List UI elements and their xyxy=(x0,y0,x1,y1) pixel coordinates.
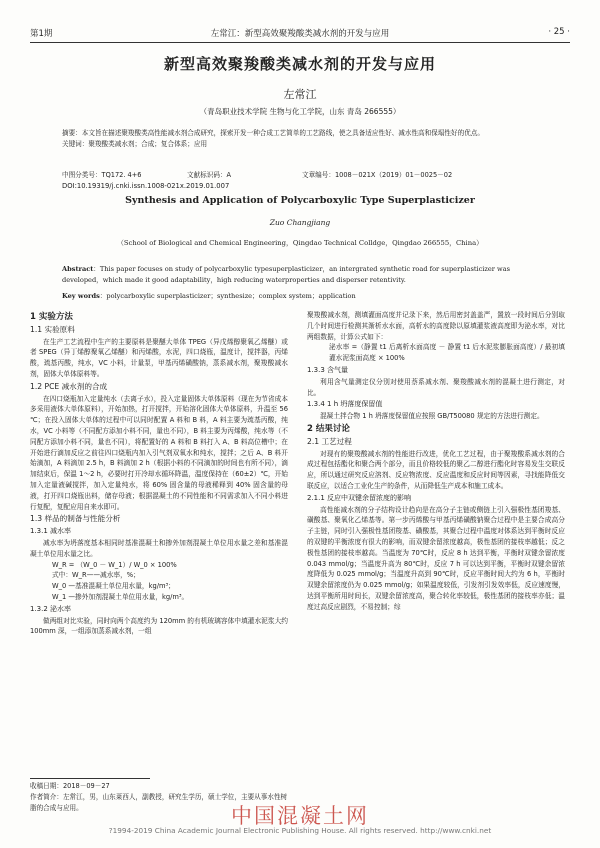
subsection-heading: 1.1 实验原料 xyxy=(30,324,75,334)
author-bio: 作者简介：左常江，男，山东莱西人，副教授，研究生学历，硕士学位，主要从事水性树脂的合成与应用。 xyxy=(30,793,288,812)
right-column xyxy=(307,310,565,613)
paper-affiliation: （青岛职业技术学院 生物与化工学院，山东 青岛 266555） xyxy=(199,107,401,116)
running-title: 左常江：新型高效聚羧酸类减水剂的开发与应用 xyxy=(210,29,390,39)
paper-title: 新型高效聚羧酸类减水剂的开发与应用 xyxy=(163,55,436,73)
english-abstract-text: ：This paper focuses on study of polycarboxylic typesuperplasticizer，an intergrated synthetic road for superplasticizer was developed，which made it good adaptability，high reducing waterproperties and disperser retentivity. xyxy=(62,265,511,284)
paragraph: 对现有的聚羧酸减水剂的性能进行改进，优化工艺过程，由于聚羧酸系减水剂的合成过程包括酯化和聚合两个部分，而且价格较低的聚乙二醇进行酯化时容易发生交联反应，所以通过研究反应溶剂、反应物浓度、反应温度和反应时间等因素，寻找能降低交联反应，以适合工业化生产的条件，从而降低生产成本和施工成本。 xyxy=(307,449,565,490)
equation-legend: W_1 —掺外加剂混凝土单位用水量，kg/m³。 xyxy=(52,592,189,601)
subsubsection-heading: 1.3.4 1 h 坍落度保留值 xyxy=(307,400,383,409)
subsubsection-heading: 1.3.3 含气量 xyxy=(307,365,349,374)
paragraph: 在生产工艺流程中生产的主要原料是聚醚大单体 TPEG（异戊烯醇聚氧乙烯醚）或者 SPEG（异丁烯醇聚氧乙烯醚）和丙烯酸，水泥，四口烧瓶，温度计，搅拌器，丙烯酸，巯基丙酸，纯水，VC 小料，计量泵，甲基丙烯磺酸钠，蒸系减水剂，聚羧酸减水剂，固体大单体原料等。 xyxy=(30,337,288,378)
doc-code: 文献标识码：A xyxy=(187,171,232,179)
english-author: Zuo Changjiang xyxy=(269,218,331,227)
issue-number: 第1期 xyxy=(30,29,53,39)
section-heading: 2 结果讨论 xyxy=(307,423,350,434)
paragraph: 利用含气量测定仪分别对使用萘系减水剂、聚羧酸减水剂的混凝土进行测定，对比。 xyxy=(307,377,565,397)
classification-line xyxy=(62,169,538,181)
subsection-heading: 1.2 PCE 减水剂的合成 xyxy=(30,381,108,391)
paragraph: 在四口烧瓶加入定量纯水（去离子水），投入定量固体大单体原料（现在为节省成本多采用液体大单体原料），开始加热，打开搅拌，开始溶化固体大单体原料，升温至 56 ℃；在投入固体大单体的过程中可以同时配置 A 料和 B 料，A 料主要为巯基丙酸，纯水，VC 小料等（不同配方添加小料不同，量也不同），B 料主要为丙烯酸，纯水等（不同配方添加小料不同，量也不同），将配置好的 A 料和 B 料打入 A、B 料高位槽中；在开始进行滴加反应之前往四口烧瓶内加入引气剂双氧水和纯水，搅拌；之后 A、B 料开始滴加，A 料滴加 2.5 h，B 料滴加 2 h（根据小料的不同滴加的时间也有所不同），滴加结束后，保温 1～2 h，必要时打开冷却水循环降温，温度保持在（60±2）℃，开始加入定量液碱搅拌，加入定量纯水，将 60% 固含量的母液稀释到 40% 固含量的母液，打开四口烧瓶出料，储存母液；根据混凝土的不同性能和不同需求加入不同小料进行复配，复配应用自来水即可。 xyxy=(30,394,288,511)
left-column xyxy=(30,310,288,637)
english-keywords xyxy=(62,290,538,300)
page-number: · 25 · xyxy=(548,27,570,37)
clc-number: 中图分类号：TQ172. 4+6 xyxy=(62,171,142,179)
subsubsection-heading: 2.1.1 反应中双键余留浓度的影响 xyxy=(307,493,412,502)
paragraph: 高性能减水剂的分子结构设计趋向是在高分子主链或侧链上引入强极性基团羧基、磺酸基、聚氧化乙烯基等。第一步丙烯酸与甲基丙烯磺酸钠聚合过程中是主要合成高分子主链，同时引入强极性基团羧基、磺酸基，其聚合过程中温度对体系达到平衡时反应的双键的平衡浓度有很大的影响，而双键余留浓度越高，极性基团的接枝率越低；反之极性基团的接枝率越高。当温度为 70℃时，反应 8 h 达到平衡，平衡时双键余留浓度 0.043 mmol/g；当温度升高为 80℃时，反应 7 h 可以达到平衡，平衡时双键余留浓度降低为 0.025 mmol/g；当温度升高到 90℃时，反应平衡时间大约为 6 h，平衡时双键余留浓度仍为 0.025 mmol/g；如果温度较低，引发剂引发效率低，反应速度慢，达到平衡所用时间长，双键余留浓度高，聚合转化率较低，极性基团的接枝率亦低；温度过高反应剧烈，不易控制；综 xyxy=(307,505,565,611)
header-rule xyxy=(30,42,570,43)
english-title: Synthesis and Application of Polycarboxylic Type Superplasticizer xyxy=(125,195,475,206)
abstract xyxy=(62,128,538,150)
paper-author: 左常江 xyxy=(283,88,317,101)
footnote-rule xyxy=(30,778,150,779)
subsection-heading: 1.3 样品的制备与性能分析 xyxy=(30,514,121,524)
equation: W_R = （W_0 － W_1）/ W_0 × 100% xyxy=(52,560,177,569)
english-abstract xyxy=(62,264,538,286)
subsubsection-heading: 1.3.2 泌水率 xyxy=(30,604,72,613)
keywords: 关键词：聚羧酸类减水剂；合成；复合体系；应用 xyxy=(62,140,208,148)
subsubsection-heading: 1.3.1 减水率 xyxy=(30,527,72,536)
subsection-heading: 2.1 工艺过程 xyxy=(307,436,352,446)
received-date: 收稿日期：2018－09－27 xyxy=(30,782,110,790)
copyright-line: ?1994-2019 China Academic Journal Electronic Publishing House. All rights reserved. http://www.cnki.net xyxy=(108,826,492,835)
english-keywords-text: ：polycarboxylic superplasticizer；synthesize；complex system；application xyxy=(99,292,356,300)
english-affiliation: （School of Biological and Chemical Engineering，Qingdao Technical Colldge，Qingdao 266555，China） xyxy=(117,239,483,247)
equation-legend: 式中：W_R——减水率，%； xyxy=(52,571,140,580)
section-heading: 1 实验方法 xyxy=(30,312,73,322)
paragraph: 聚羧酸减水剂，测填灌面高度并记录下来，然后用密封盖盖严，置放一段时间后分别取几个时间进行检测其渐析水水面，高析水的高度除以原填灌浆液高度即为泌水率，对比两组数据，计算公式如下： xyxy=(307,311,565,341)
paragraph: 做两组对比实验，同时向两个高度约为 120mm 的有机玻璃容体中填灌水泥浆大约 100mm 深，一组添加蒸系减水剂，一组 xyxy=(30,616,288,636)
equation-legend: W_0 —基准混凝土单位用水量，kg/m³； xyxy=(52,582,175,591)
abstract-label: Abstract xyxy=(62,265,94,273)
paragraph: 混凝土拌合物 1 h 坍落度保留值应按照 GB/T50080 规定的方法进行测定。 xyxy=(320,412,544,421)
keywords-label: Key words xyxy=(62,292,100,300)
doi: DOI:10.19319/j.cnki.issn.1008-021x.2019.01.007 xyxy=(62,182,230,190)
watermark: 中国混凝土网 xyxy=(231,804,369,828)
running-header xyxy=(30,27,570,41)
abstract-text: 摘要：本文旨在描述聚羧酸类高性能减水剂合成研究，探索开发一种合成工艺简单的工艺路线，使之具备适应性好、减水性高和保塌性好的优点。 xyxy=(62,129,484,137)
equation: 泌水率 =（静置 t1 后离析水面高度 － 静置 t1 后水泥浆膨胀面高度）/ 最初填灌水泥浆面高度 × 100% xyxy=(329,343,565,363)
article-number: 文章编号：1008－021X（2019）01－0025－02 xyxy=(302,171,453,179)
paragraph: 减水率为坍落度基本相同时基准混凝土和掺外加剂混凝土单位用水量之差和基准混凝土单位用水量之比。 xyxy=(30,538,288,558)
